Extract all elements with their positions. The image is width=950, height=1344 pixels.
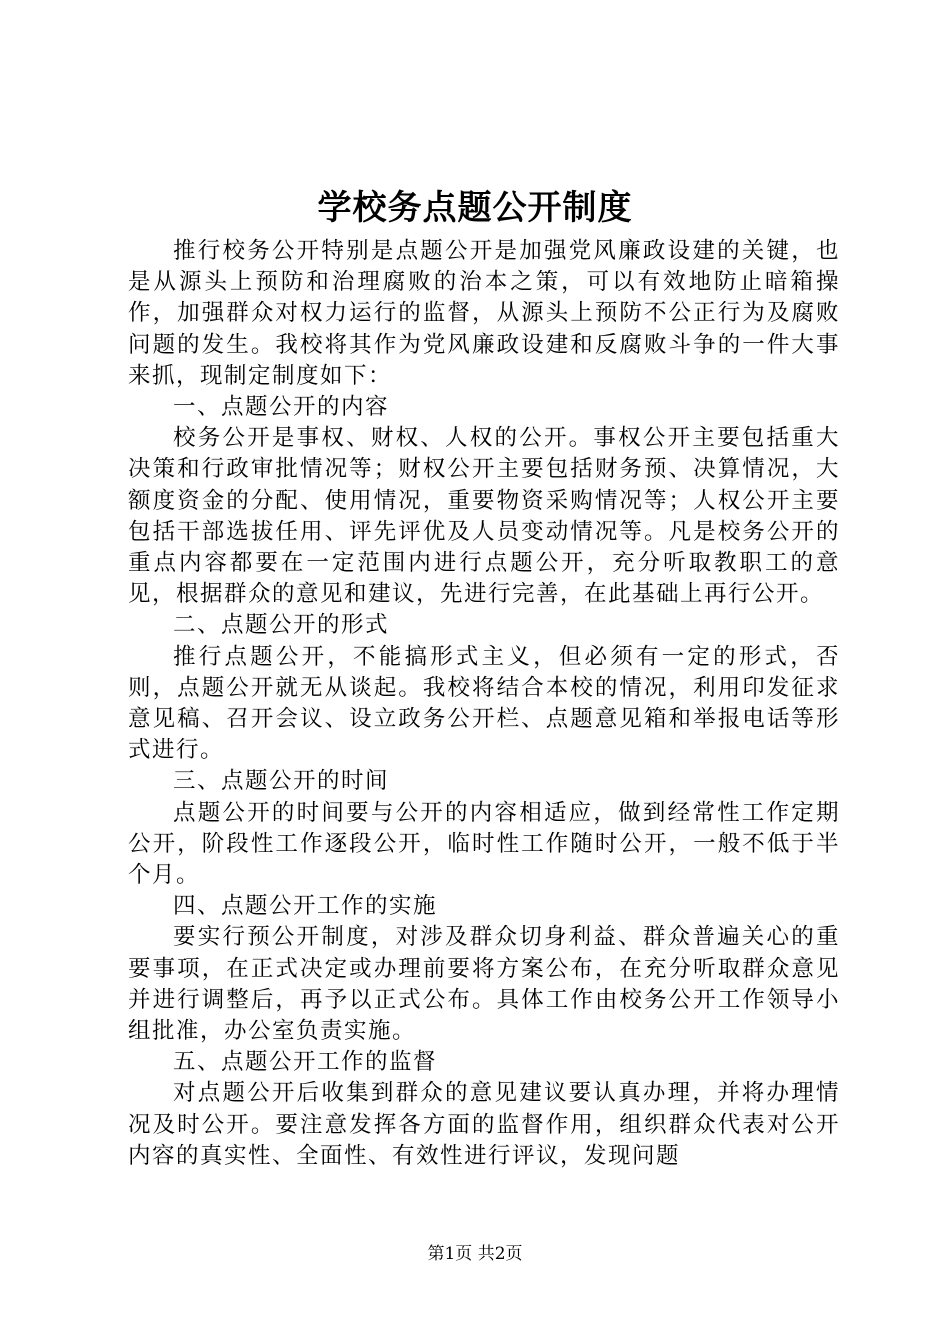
section-heading-1: 一、点题公开的内容 xyxy=(173,394,390,421)
paragraph-intro: 推行校务公开特别是点题公开是加强党风廉政设建的关键，也是从源头上预防和治理腐败的治本之策，可以有效地防止暗箱操作，加强群众对权力运行的监督，从源头上预防不公正行为及腐败问题的发生。我校将其作为党风廉政设建和反腐败斗争的一件大事来抓，现制定制度如下： xyxy=(128,238,840,389)
document-body xyxy=(128,236,840,1172)
paragraph-supervision: 对点题公开后收集到群众的意见建议要认真办理，并将办理情况及时公开。要注意发挥各方面的监督作用，组织群众代表对公开内容的真实性、全面性、有效性进行评议，发现问题 xyxy=(128,1080,840,1169)
paragraph-implementation: 要实行预公开制度，对涉及群众切身利益、群众普遍关心的重要事项，在正式决定或办理前要将方案公布，在充分听取群众意见并进行调整后，再予以正式公布。具体工作由校务公开工作领导小组批准，办公室负责实施。 xyxy=(128,924,840,1045)
page-number: 第1页 共2页 xyxy=(427,1244,523,1264)
section-heading-3: 三、点题公开的时间 xyxy=(173,768,390,795)
section-heading-4: 四、点题公开工作的实施 xyxy=(173,893,438,920)
paragraph-time: 点题公开的时间要与公开的内容相适应，做到经常性工作定期公开，阶段性工作逐段公开，临时性工作随时公开，一般不低于半个月。 xyxy=(128,799,840,889)
paragraph-form: 推行点题公开，不能搞形式主义，但必须有一定的形式，否则，点题公开就无从谈起。我校将结合本校的情况，利用印发征求意见稿、召开会议、设立政务公开栏、点题意见箱和举报电话等形式进行。 xyxy=(128,643,840,764)
section-heading-2: 二、点题公开的形式 xyxy=(173,612,390,639)
section-heading-5: 五、点题公开工作的监督 xyxy=(173,1049,438,1076)
document-title: 学校务点题公开制度 xyxy=(317,188,633,228)
paragraph-content: 校务公开是事权、财权、人权的公开。事权公开主要包括重大决策和行政审批情况等；财权公开主要包括财务预、决算情况，大额度资金的分配、使用情况，重要物资采购情况等；人权公开主要包括干部选拔任用、评先评优及人员变动情况等。凡是校务公开的重点内容都要在一定范围内进行点题公开，充分听取教职工的意见，根据群众的意见和建议，先进行完善，在此基础上再行公开。 xyxy=(128,425,840,608)
